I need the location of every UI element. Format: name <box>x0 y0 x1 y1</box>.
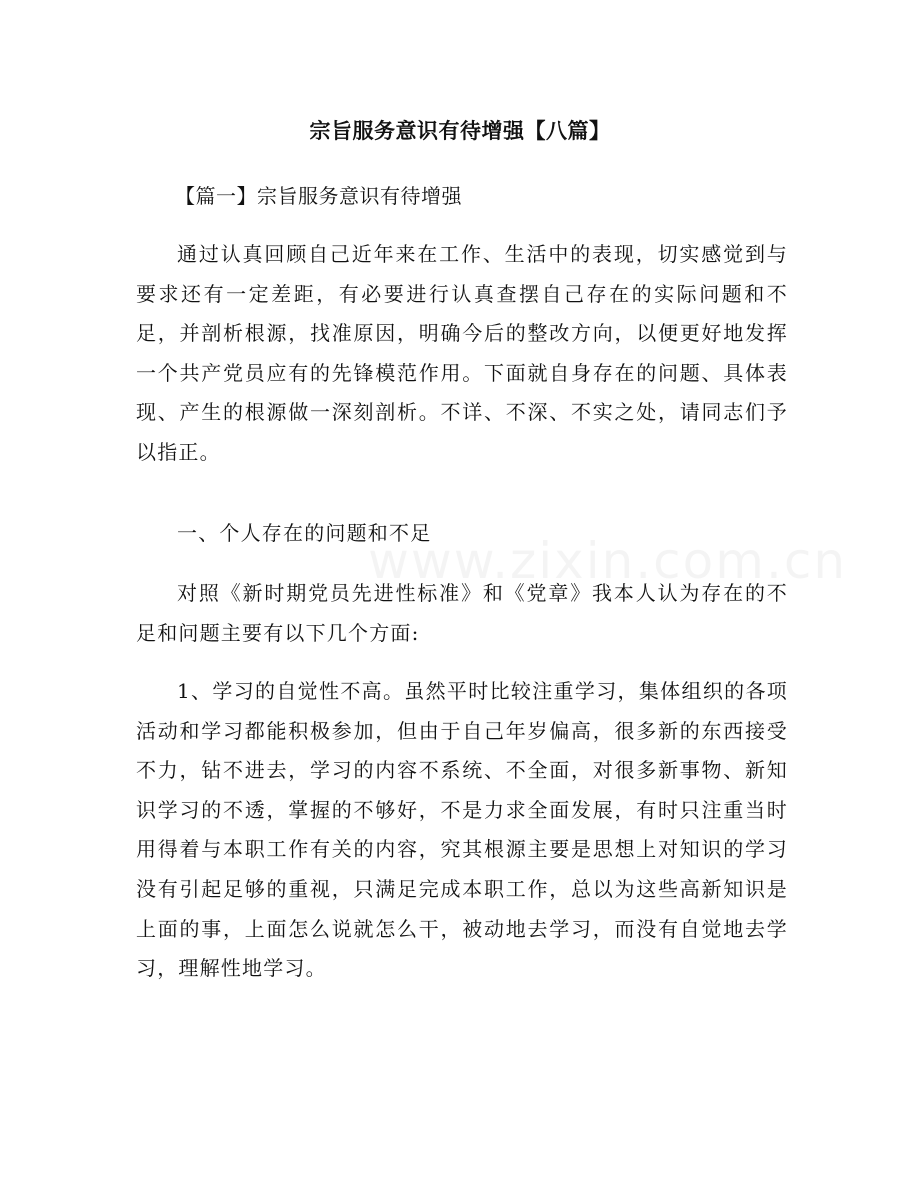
part-heading: 【篇一】宗旨服务意识有待增强 <box>175 184 462 208</box>
section-heading: 一、个人存在的问题和不足 <box>177 521 432 545</box>
document-title: 宗旨服务意识有待增强【八篇】 <box>309 119 611 143</box>
intro-paragraph: 通过认真回顾自己近年来在工作、生活中的表现，切实感觉到与要求还有一定差距，有必要进行认真查摆自己存在的实际问题和不足，并剖析根源，找准原因，明确今后的整改方向，以便更好地发挥一个共产党员应有的先锋模范作用。下面就自身存在的问题、具体表现、产生的根源做一深刻剖析。不详、不深、不实之处，请同志们予以指正。 <box>136 242 788 464</box>
point-1-paragraph: 1、学习的自觉性不高。虽然平时比较注重学习，集体组织的各项活动和学习都能积极参加，但由于自己年岁偏高，很多新的东西接受不力，钻不进去，学习的内容不系统、不全面，对很多新事物、新知识学习的不透，掌握的不够好，不是力求全面发展，有时只注重当时用得着与本职工作有关的内容，究其根源主要是思想上对知识的学习没有引起足够的重视，只满足完成本职工作，总以为这些高新知识是上面的事，上面怎么说就怎么干，被动地去学习，而没有自觉地去学习，理解性地学习。 <box>136 679 788 981</box>
criteria-paragraph: 对照《新时期党员先进性标准》和《党章》我本人认为存在的不足和问题主要有以下几个方面: <box>136 581 788 645</box>
